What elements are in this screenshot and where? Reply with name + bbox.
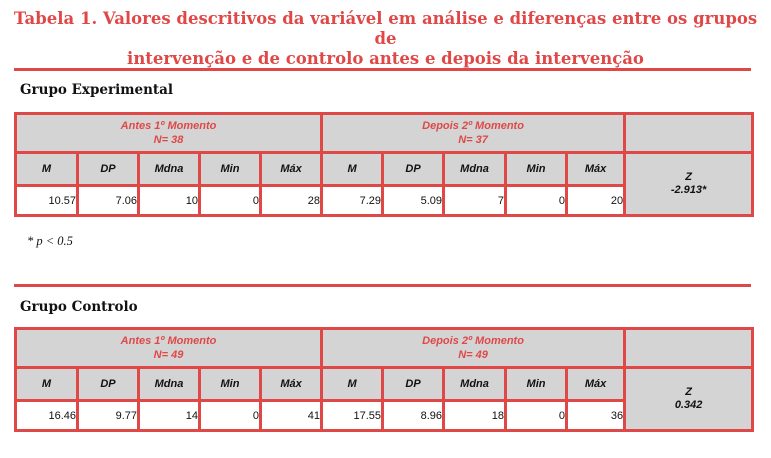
- col-header: M: [322, 153, 383, 186]
- group-title-experimental: Grupo Experimental: [20, 82, 174, 98]
- z-statistic-cell: [625, 368, 753, 431]
- value-cell: 36: [567, 401, 625, 431]
- antes-n: N= 49: [153, 349, 184, 361]
- value-cell: 0: [200, 186, 261, 216]
- antes-header: [16, 114, 322, 153]
- col-header: M: [16, 368, 78, 401]
- divider-rule: [14, 68, 751, 71]
- antes-label: Antes 1º Momento: [120, 120, 217, 132]
- col-header: Min: [506, 153, 567, 186]
- depois-header: [322, 114, 625, 153]
- value-cell: 41: [261, 401, 322, 431]
- value-cell: 14: [139, 401, 200, 431]
- value-cell: 17.55: [322, 401, 383, 431]
- col-header: DP: [78, 368, 139, 401]
- stats-table-controlo: [14, 327, 754, 432]
- depois-label: Depois 2º Momento: [422, 120, 524, 132]
- divider-rule: [14, 284, 751, 287]
- header-row: [16, 114, 753, 153]
- z-statistic-cell: [625, 153, 753, 216]
- value-cell: 28: [261, 186, 322, 216]
- value-cell: 16.46: [16, 401, 78, 431]
- depois-n: N= 37: [458, 134, 488, 146]
- col-header: Máx: [567, 368, 625, 401]
- antes-header: [16, 329, 322, 368]
- col-header: Min: [200, 153, 261, 186]
- col-header: Mdna: [444, 153, 506, 186]
- caption-line-2: intervenção e de controlo antes e depois da intervenção: [127, 49, 644, 68]
- col-header: Mdna: [444, 368, 506, 401]
- value-cell: 20: [567, 186, 625, 216]
- header-row: [16, 329, 753, 368]
- col-header: Mdna: [139, 153, 200, 186]
- col-header: Máx: [567, 153, 625, 186]
- col-header: Máx: [261, 153, 322, 186]
- value-cell: 7.29: [322, 186, 383, 216]
- value-cell: 0: [506, 401, 567, 431]
- z-label: Z: [685, 386, 692, 398]
- col-header: Min: [506, 368, 567, 401]
- z-value: 0.342: [674, 399, 703, 411]
- z-value: -2.913*: [670, 184, 707, 196]
- value-cell: 7.06: [78, 186, 139, 216]
- value-cell: 10: [139, 186, 200, 216]
- depois-header: [322, 329, 625, 368]
- antes-label: Antes 1º Momento: [120, 335, 217, 347]
- depois-label: Depois 2º Momento: [422, 335, 524, 347]
- caption-line-1: Tabela 1. Valores descritivos da variável em análise e diferenças entre os grupos de: [13, 9, 758, 48]
- col-header: Mdna: [139, 368, 200, 401]
- col-header: M: [16, 153, 78, 186]
- table-caption: [0, 9, 771, 69]
- value-cell: 8.96: [383, 401, 444, 431]
- col-header: Min: [200, 368, 261, 401]
- significance-note: * p < 0.5: [27, 234, 73, 248]
- value-cell: 7: [444, 186, 506, 216]
- value-cell: 10.57: [16, 186, 78, 216]
- col-header: DP: [78, 153, 139, 186]
- group-title-controlo: Grupo Controlo: [20, 299, 138, 315]
- value-cell: 18: [444, 401, 506, 431]
- depois-n: N= 49: [458, 349, 488, 361]
- header-blank-cell: [625, 114, 753, 153]
- header-blank-cell: [625, 329, 753, 368]
- value-cell: 9.77: [78, 401, 139, 431]
- stats-table-experimental: [14, 112, 754, 217]
- value-cell: 0: [200, 401, 261, 431]
- column-header-row: [16, 153, 753, 186]
- col-header: M: [322, 368, 383, 401]
- col-header: DP: [383, 368, 444, 401]
- antes-n: N= 38: [153, 134, 184, 146]
- col-header: DP: [383, 153, 444, 186]
- value-cell: 0: [506, 186, 567, 216]
- z-label: Z: [685, 171, 692, 183]
- column-header-row: [16, 368, 753, 401]
- value-cell: 5.09: [383, 186, 444, 216]
- col-header: Máx: [261, 368, 322, 401]
